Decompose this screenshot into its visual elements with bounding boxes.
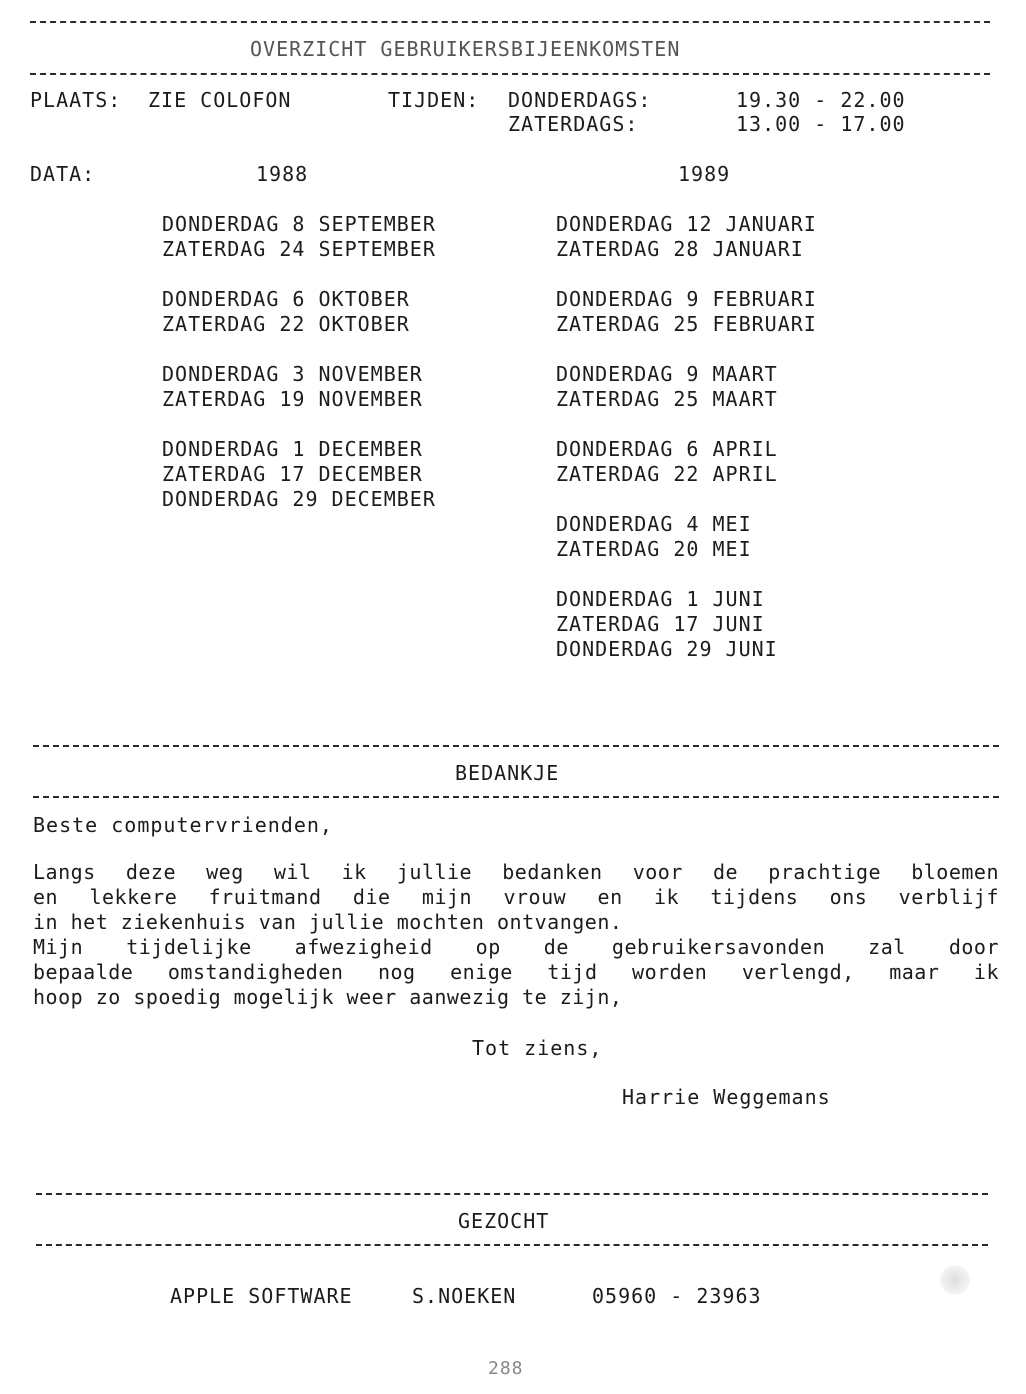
meeting-date: ZATERDAG 22 OKTOBER [162, 312, 410, 336]
page-number: 288 [488, 1358, 524, 1379]
wanted-item: APPLE SOFTWARE [170, 1284, 353, 1308]
wanted-title: GEZOCHT [458, 1209, 550, 1233]
dates-label: DATA: [30, 162, 96, 186]
thursdays-time: 19.30 - 22.00 [736, 88, 906, 112]
year-1988: 1988 [256, 162, 309, 186]
thanks-line: Langs deze weg wil ik jullie bedanken voor de prachtige bloemen [33, 860, 999, 884]
meeting-date: DONDERDAG 1 JUNI [556, 587, 765, 611]
date-group-gap [162, 337, 436, 362]
thanks-line: in het ziekenhuis van jullie mochten ontvangen. [33, 910, 623, 934]
meeting-date: DONDERDAG 9 MAART [556, 362, 778, 386]
date-group-gap [556, 487, 817, 512]
thanks-rule-2 [33, 796, 999, 798]
meeting-date: ZATERDAG 25 MAART [556, 387, 778, 411]
year-1989: 1989 [678, 162, 731, 186]
saturdays-time: 13.00 - 17.00 [736, 112, 906, 136]
wanted-phone: 05960 - 23963 [592, 1284, 762, 1308]
meeting-date: DONDERDAG 9 FEBRUARI [556, 287, 817, 311]
meeting-date: ZATERDAG 17 DECEMBER [162, 462, 423, 486]
overview-title: OVERZICHT GEBRUIKERSBIJEENKOMSTEN [250, 37, 681, 61]
meeting-date: DONDERDAG 1 DECEMBER [162, 437, 423, 461]
meeting-date: ZATERDAG 24 SEPTEMBER [162, 237, 436, 261]
wanted-rule-2 [36, 1244, 988, 1246]
place-value: ZIE COLOFON [148, 88, 292, 112]
thanks-closing: Tot ziens, [472, 1036, 603, 1060]
place-label: PLAATS: [30, 88, 122, 112]
date-group-gap [556, 337, 817, 362]
meeting-date: ZATERDAG 19 NOVEMBER [162, 387, 423, 411]
thursdays-label: DONDERDAGS: [508, 88, 652, 112]
meeting-date: ZATERDAG 20 MEI [556, 537, 752, 561]
meeting-date: DONDERDAG 4 MEI [556, 512, 752, 536]
meeting-date: DONDERDAG 6 OKTOBER [162, 287, 410, 311]
top-rule-2 [30, 73, 990, 75]
meeting-date: DONDERDAG 3 NOVEMBER [162, 362, 423, 386]
thanks-signature: Harrie Weggemans [622, 1085, 831, 1109]
meeting-date: DONDERDAG 29 JUNI [556, 637, 778, 661]
times-label: TIJDEN: [388, 88, 480, 112]
meeting-date: ZATERDAG 22 APRIL [556, 462, 778, 486]
date-group-gap [162, 412, 436, 437]
dates-1989-column [556, 212, 817, 662]
date-group-gap [162, 262, 436, 287]
saturdays-label: ZATERDAGS: [508, 112, 639, 136]
meeting-date: ZATERDAG 28 JANUARI [556, 237, 804, 261]
thanks-line: en lekkere fruitmand die mijn vrouw en ik tijdens ons verblijf [33, 885, 999, 909]
date-group-gap [556, 562, 817, 587]
thanks-line: bepaalde omstandigheden nog enige tijd worden verlengd, maar ik [33, 960, 999, 984]
scan-smudge [940, 1265, 970, 1295]
meeting-date: ZATERDAG 25 FEBRUARI [556, 312, 817, 336]
thanks-title: BEDANKJE [455, 761, 560, 785]
date-group-gap [556, 412, 817, 437]
thanks-rule-1 [33, 745, 999, 747]
dates-1988-column [162, 212, 436, 512]
meeting-date: DONDERDAG 12 JANUARI [556, 212, 817, 236]
top-rule-1 [30, 21, 990, 23]
meeting-date: DONDERDAG 29 DECEMBER [162, 487, 436, 511]
date-group-gap [556, 262, 817, 287]
wanted-rule-1 [36, 1193, 988, 1195]
thanks-greeting: Beste computervrienden, [33, 813, 333, 837]
meeting-date: DONDERDAG 8 SEPTEMBER [162, 212, 436, 236]
thanks-line: Mijn tijdelijke afwezigheid op de gebruikersavonden zal door [33, 935, 999, 959]
thanks-line: hoop zo spoedig mogelijk weer aanwezig te zijn, [33, 985, 623, 1009]
wanted-name: S.NOEKEN [412, 1284, 517, 1308]
meeting-date: DONDERDAG 6 APRIL [556, 437, 778, 461]
meeting-date: ZATERDAG 17 JUNI [556, 612, 765, 636]
